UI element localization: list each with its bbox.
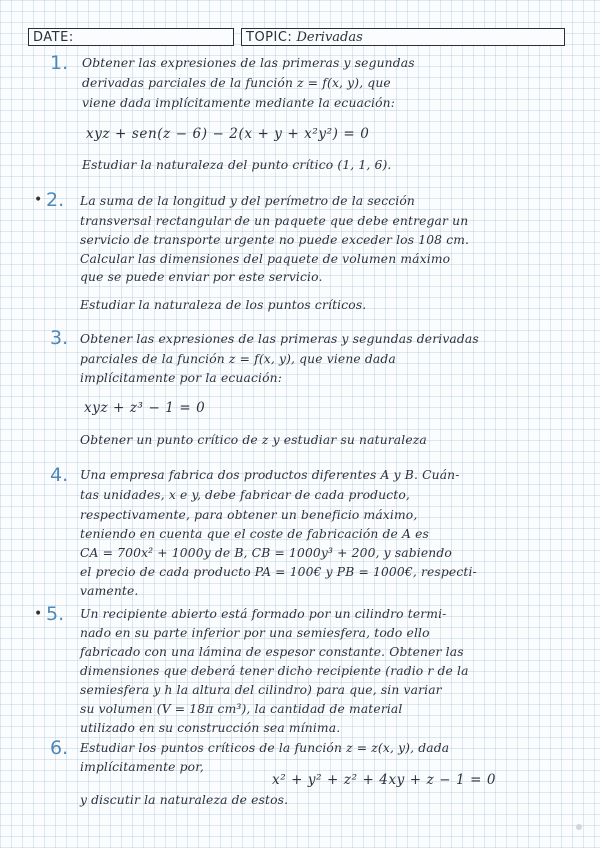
problem-text-line: fabricado con una lámina de espesor constante. Obtener las xyxy=(80,645,464,659)
problem-text-line: implícitamente por, xyxy=(80,760,204,774)
problem-number: 3. xyxy=(50,327,69,349)
problem-text-line: Calcular las dimensiones del paquete de volumen máximo xyxy=(80,252,451,266)
topic-label: TOPIC: xyxy=(246,30,293,45)
problem-text-line: Obtener las expresiones de las primeras y segundas xyxy=(82,56,415,70)
problem-number: 1. xyxy=(50,52,69,74)
problem-text-line: utilizado en su construcción sea mínima. xyxy=(80,721,341,735)
problem-text-line: Estudiar la naturaleza del punto crítico (1, 1, 6). xyxy=(82,158,392,172)
problem-text-line: su volumen (V = 18π cm³), la cantidad de material xyxy=(80,702,403,716)
date-label: DATE: xyxy=(33,30,74,45)
problem-text-line: vamente. xyxy=(80,584,139,598)
problem-text-line: parciales de la función z = f(x, y), que viene dada xyxy=(80,352,396,366)
problem-text-line: dimensiones que deberá tener dicho recipiente (radio r de la xyxy=(80,664,469,678)
problem-number: 2. xyxy=(46,189,65,211)
problem-text-line: el precio de cada producto PA = 100€ y PB = 1000€, respecti- xyxy=(80,565,477,579)
topic-box xyxy=(241,28,565,46)
problem-number: 5. xyxy=(46,603,65,625)
problem-text-line: servicio de transporte urgente no puede exceder los 108 cm. xyxy=(80,233,470,247)
page-dot-marker xyxy=(576,824,582,830)
problem-text-line: derivadas parciales de la función z = f(x, y), que xyxy=(82,76,391,90)
problem-text-line: CA = 700x² + 1000y de B, CB = 1000y³ + 200, y sabiendo xyxy=(80,546,452,560)
problem-equation: x² + y² + z² + 4xy + z − 1 = 0 xyxy=(272,772,497,788)
star-bullet-icon: • xyxy=(34,606,43,622)
star-bullet-icon: • xyxy=(34,192,43,208)
problem-text-line: viene dada implícitamente mediante la ecuación: xyxy=(82,96,396,110)
problem-text-line: que se puede enviar por este servicio. xyxy=(80,270,323,284)
problem-number: 6. xyxy=(50,737,69,759)
problem-text-line: Obtener las expresiones de las primeras y segundas derivadas xyxy=(80,332,479,346)
topic-value: Derivadas xyxy=(296,30,363,45)
problem-text-line: Estudiar la naturaleza de los puntos críticos. xyxy=(80,298,367,312)
problem-text-line: Un recipiente abierto está formado por un cilindro termi- xyxy=(80,607,447,621)
problem-equation: xyz + z³ − 1 = 0 xyxy=(84,400,206,416)
problem-text-line: nado en su parte inferior por una semiesfera, todo ello xyxy=(80,626,430,640)
problem-equation: xyz + sen(z − 6) − 2(x + y + x²y²) = 0 xyxy=(86,126,370,142)
problem-text-line: y discutir la naturaleza de estos. xyxy=(80,793,289,807)
problem-text-line: respectivamente, para obtener un beneficio máximo, xyxy=(80,508,418,522)
problem-text-line: transversal rectangular de un paquete que debe entregar un xyxy=(80,214,469,228)
problem-text-line: Una empresa fabrica dos productos diferentes A y B. Cuán- xyxy=(80,468,460,482)
problem-text-line: tas unidades, x e y, debe fabricar de cada producto, xyxy=(80,488,410,502)
problem-text-line: teniendo en cuenta que el coste de fabricación de A es xyxy=(80,527,429,541)
problem-text-line: Obtener un punto crítico de z y estudiar su naturaleza xyxy=(80,433,427,447)
problem-text-line: La suma de la longitud y del perímetro de la sección xyxy=(80,194,415,208)
problem-text-line: semiesfera y h la altura del cilindro) para que, sin variar xyxy=(80,683,442,697)
date-box xyxy=(28,28,234,46)
problem-number: 4. xyxy=(50,464,69,486)
problem-text-line: Estudiar los puntos críticos de la función z = z(x, y), dada xyxy=(80,741,450,755)
problem-text-line: implícitamente por la ecuación: xyxy=(80,371,282,385)
